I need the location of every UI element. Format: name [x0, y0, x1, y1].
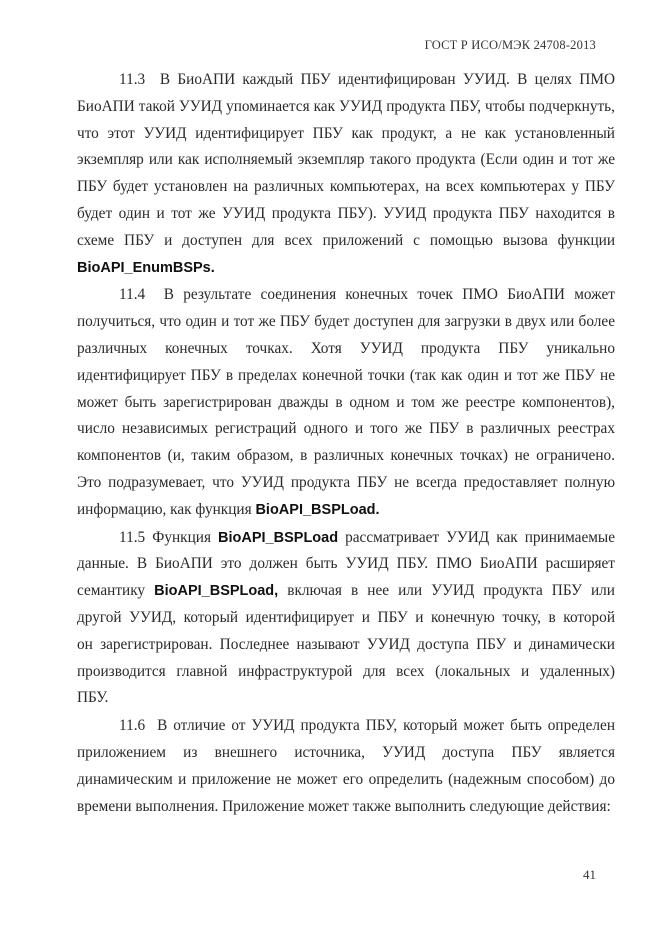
paragraph-text: В БиоАПИ каждый ПБУ идентифицирован УУИД. В целях ПМО БиоАПИ такой УУИД упоминается как УУИД продукта ПБУ, чтобы подчеркнуть, что этот УУИД идентифицирует ПБУ как продукт, а не как установленный экземпляр или как исполняемый экземпляр такого продукта (Если один и тот же ПБУ будет установлен на различных компьютерах, на всех компьютерах у ПБУ будет один и тот же УУИД продукта ПБУ). УУИД продукта ПБУ находится в схеме ПБУ и доступен для всех приложений с помощью вызова функции [77, 71, 615, 249]
paragraph-11-4 [77, 282, 615, 523]
paragraph-text: В результате соединения конечных точек ПМО БиоАПИ может получиться, что один и тот же ПБУ будет доступен для загрузки в двух или более различных конечных точках. Хотя УУИД продукта ПБУ уникально идентифицирует ПБУ в пределах конечной точки (так как один и тот же ПБУ не может быть зарегистрирован дважды в одном и том же реестре компонентов), число независимых регистраций одного и того же ПБУ в различных реестрах компонентов (и, таким образом, в различных конечных точках) не ограничено. Это подразумевает, что УУИД продукта ПБУ не всегда предоставляет полную информацию, как функция [77, 286, 615, 518]
paragraph-text: рассматривает УУИД как принимаемые данные. В БиоАПИ это должен быть УУИД ПБУ. ПМО БиоАПИ расширяет семантику [77, 528, 616, 600]
function-name: BioAPI_BSPLoad [218, 529, 339, 546]
paragraph-text: В отличие от УУИД продукта ПБУ, который может быть определен приложением из внешнего источника, УУИД доступа ПБУ является динамическим и приложение не может его определить (надежным способом) до времени выполнения. Приложение может также выполнить следующие действия: [77, 717, 616, 815]
function-name: BioAPI_BSPLoad. [255, 501, 380, 518]
page-number: 41 [583, 867, 596, 882]
clause-number: 11.3 [119, 71, 146, 88]
document-body [77, 67, 615, 820]
function-name: BioAPI_EnumBSPs. [77, 259, 215, 276]
paragraph-11-6 [77, 713, 615, 820]
paragraph-11-5 [77, 525, 615, 713]
clause-number: 11.4 [119, 286, 146, 304]
clause-number: 11.5 [119, 528, 146, 546]
paragraph-text: включая в нее или УУИД продукта ПБУ или другой УУИД, который идентифицирует и ПБУ и конечную точку, в которой он зарегистрирован. Последнее называют УУИД доступа ПБУ и динамически производится главной инфраструктурой для всех (локальных и удаленных) ПБУ. [77, 582, 615, 707]
paragraph-11-3 [77, 67, 615, 281]
clause-number: 11.6 [119, 717, 146, 735]
paragraph-text: Функция [152, 528, 219, 546]
running-header: ГОСТ Р ИСО/МЭК 24708-2013 [424, 38, 596, 52]
function-name: BioAPI_BSPLoad, [154, 583, 279, 600]
